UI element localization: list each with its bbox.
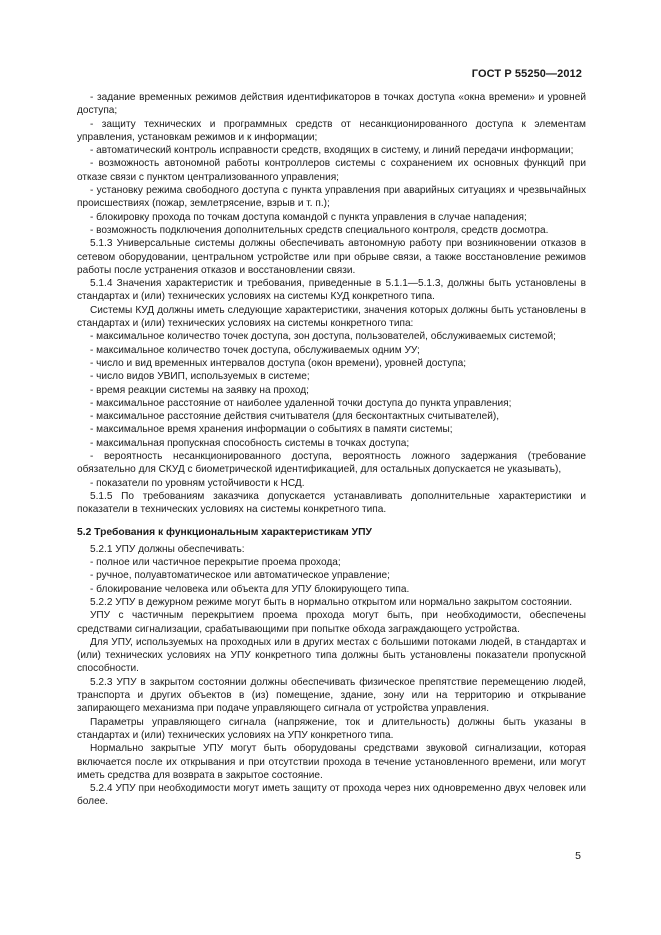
clause-5-2-2: 5.2.2 УПУ в дежурном режиме могут быть в нормально открытом или нормально закрытом состоянии. bbox=[90, 596, 573, 608]
list-item: - число и вид временных интервалов доступа (окон времени), уровней доступа; bbox=[90, 357, 467, 369]
paragraph: Нормально закрытые УПУ могут быть оборудованы средствами звуковой сигнализации, которая включается после их открывания и при отсутствии прохода в течение установленного времени, или могут иметь средства для возврата в закрытое состояние. bbox=[77, 743, 586, 781]
list-item: - защиту технических и программных средств от несанкционированного доступа к элементам управления, установкам режимов и к информации; bbox=[77, 118, 586, 143]
list-item: - максимальное время хранения информации о событиях в памяти системы; bbox=[90, 424, 453, 436]
clause-5-1-4: 5.1.4 Значения характеристик и требования, приведенные в 5.1.1—5.1.3, должны быть установлены в стандартах и (или) технических условиях на системы КУД конкретного типа. bbox=[77, 278, 586, 303]
section-heading: 5.2 Требования к функциональным характеристикам УПУ bbox=[77, 526, 372, 538]
list-item: - время реакции системы на заявку на проход; bbox=[90, 384, 309, 396]
list-item: - блокирование человека или объекта для УПУ блокирующего типа. bbox=[90, 583, 410, 595]
list-item: - автоматический контроль исправности средств, входящих в систему, и линий передачи информации; bbox=[90, 145, 574, 157]
list-item: - максимальное количество точек доступа, обслуживаемых одним УУ; bbox=[90, 344, 420, 356]
clause-5-1-5: 5.1.5 По требованиям заказчика допускается устанавливать дополнительные характеристики и показатели в технических условиях на системы конкретного типа. bbox=[77, 490, 586, 516]
paragraph: Для УПУ, используемых на проходных или в других местах с большими потоками людей, в стандартах и (или) технических условиях на УПУ конкретного типа должны быть установлены показатели пропускной способности. bbox=[77, 636, 586, 675]
clause-5-2-1: 5.2.1 УПУ должны обеспечивать: bbox=[90, 543, 245, 555]
list-item: - вероятность несанкционированного доступа, вероятность ложного задержания (требование обязательно для СКУД с биометрической идентификацией, для остальных допускается не указывать), bbox=[77, 451, 586, 476]
list-item: - максимальная пропускная способность системы в точках доступа; bbox=[90, 437, 410, 449]
list-item: - число видов УВИП, используемых в системе; bbox=[90, 371, 310, 383]
clause-5-2-4: 5.2.4 УПУ при необходимости могут иметь защиту от прохода через них одновременно двух человек или более. bbox=[77, 783, 586, 808]
paragraph: Параметры управляющего сигнала (напряжение, ток и длительность) должны быть указаны в стандартах и (или) технических условиях на УПУ конкретного типа. bbox=[77, 716, 586, 741]
list-item: - ручное, полуавтоматическое или автоматическое управление; bbox=[90, 570, 390, 582]
clause-5-2-3: 5.2.3 УПУ в закрытом состоянии должны обеспечивать физическое препятствие перемещению людей, транспорта и других объектов в (из) помещение, здание, зону или на территорию и открывание запирающего механизма при подаче управляющего сигнала от устройства управления. bbox=[77, 676, 586, 715]
standard-number: ГОСТ Р 55250—2012 bbox=[471, 68, 582, 80]
paragraph: УПУ с частичным перекрытием проема прохода могут быть, при необходимости, обеспечены средствами сигнализации, срабатывающими при попытке обхода заграждающего устройства. bbox=[77, 610, 586, 635]
list-item: - блокировку прохода по точкам доступа командой с пункта управления в случае нападения; bbox=[90, 211, 527, 223]
list-item: - полное или частичное перекрытие проема прохода; bbox=[90, 557, 341, 569]
document-header bbox=[472, 68, 582, 80]
document-body bbox=[77, 91, 586, 809]
list-item: - возможность подключения дополнительных средств специального контроля, средств досмотра. bbox=[90, 224, 549, 236]
list-item: - максимальное количество точек доступа, зон доступа, пользователей, обслуживаемых системой; bbox=[90, 331, 556, 343]
clause-5-1-3: 5.1.3 Универсальные системы должны обеспечивать автономную работу при возникновении отказов в сетевом оборудовании, центральном устройстве или при обрыве связи, а также восстановление режимов работы после устранения отказов и восстановлении связи. bbox=[77, 238, 586, 276]
list-item: - максимальное расстояние от наиболее удаленной точки доступа до пункта управления; bbox=[90, 397, 512, 409]
list-item: - показатели по уровням устойчивости к НСД. bbox=[90, 477, 305, 489]
list-item: - задание временных режимов действия идентификаторов в точках доступа «окна времени» и уровней доступа; bbox=[77, 92, 586, 117]
list-item: - максимальное расстояние действия считывателя (для бесконтактных считывателей), bbox=[90, 411, 500, 423]
paragraph: Системы КУД должны иметь следующие характеристики, значения которых должны быть установлены в стандартах и (или) технических условиях на системы конкретного типа: bbox=[77, 304, 586, 330]
page-number: 5 bbox=[575, 850, 581, 862]
list-item: - установку режима свободного доступа с пункта управления при аварийных ситуациях и чрезвычайных происшествиях (пожар, землетрясение, взрыв и т. п.); bbox=[77, 185, 586, 210]
list-item: - возможность автономной работы контроллеров системы с сохранением их основных функций при отказе связи с пунктом централизованного управления; bbox=[77, 158, 586, 183]
